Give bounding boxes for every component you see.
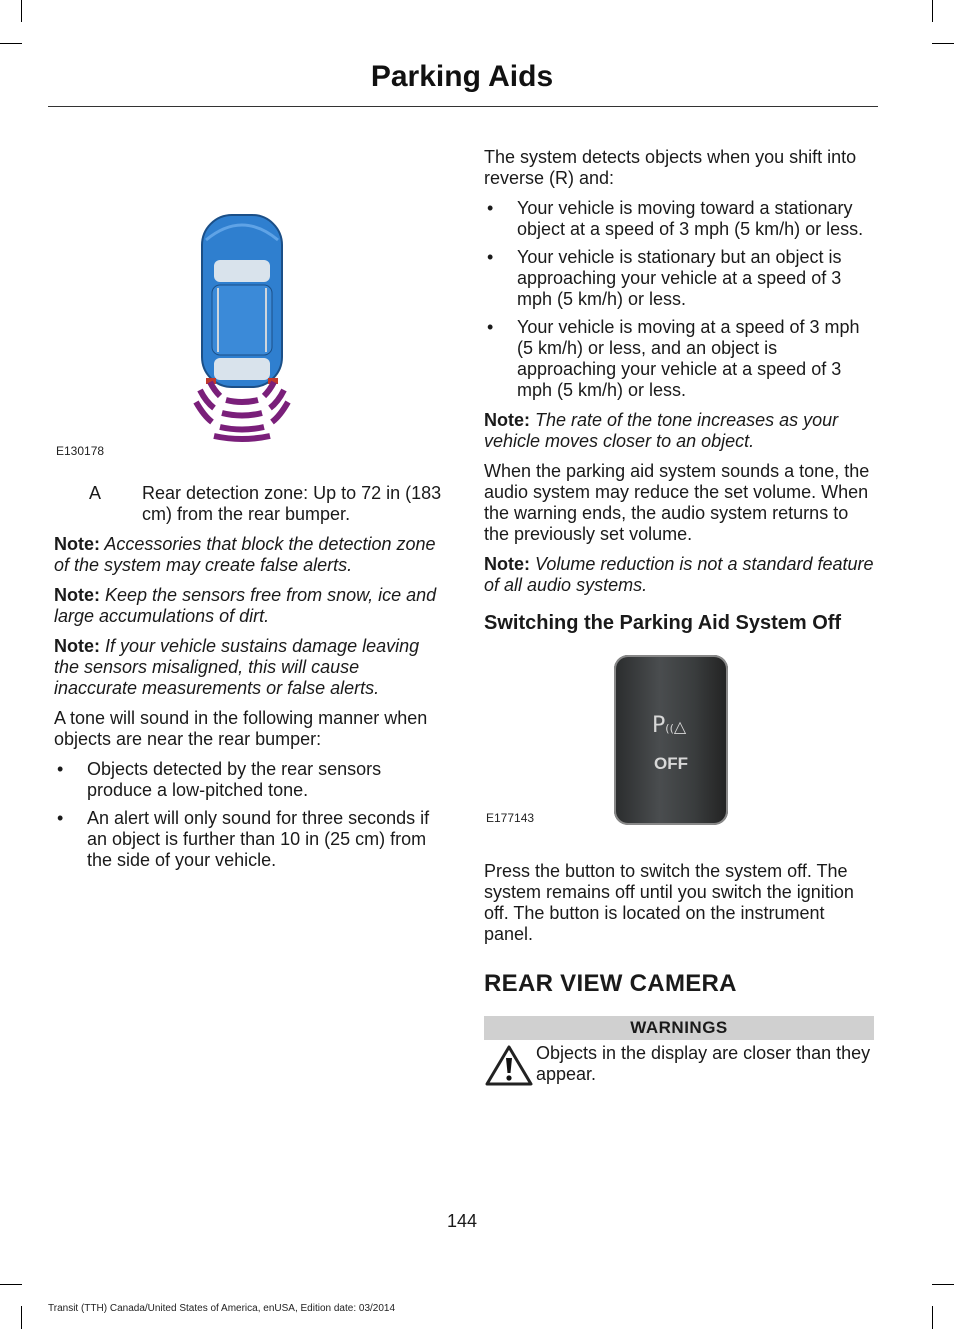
tone-list (54, 759, 446, 871)
detection-conditions-list (484, 198, 874, 401)
warnings-bar: WARNINGS (484, 1016, 874, 1040)
crop-mark (21, 1306, 22, 1329)
list-item: • An alert will only sound for three seconds if an object is further than 10 in (25 cm) from the side of your vehicle. (57, 808, 430, 870)
note-sensors-clean (54, 585, 446, 627)
warning-item (484, 1043, 874, 1092)
warning-triangle-icon (484, 1043, 536, 1092)
note-label: Note: (484, 554, 530, 574)
legend-key: A (89, 483, 102, 503)
note-volume (484, 554, 874, 596)
warning-text: Objects in the display are closer than they appear. (536, 1043, 871, 1084)
crop-mark (0, 1284, 22, 1285)
parking-aid-button (614, 655, 728, 825)
audio-paragraph: When the parking aid system sounds a tone, the audio system may reduce the set volume. When the warning ends, the audio system returns to the previously set volume. (484, 461, 870, 544)
list-item: • Your vehicle is moving toward a stationary object at a speed of 3 mph (5 km/h) or less. (487, 198, 864, 239)
note-text: Accessories that block the detection zone of the system may create false alerts. (54, 534, 436, 575)
list-item-text: Your vehicle is stationary but an object is approaching your vehicle at a speed of 3 mph (5 km/h) or less. (517, 247, 842, 309)
page-title: Parking Aids (370, 60, 554, 93)
crop-mark (932, 1284, 954, 1285)
note-label: Note: (54, 585, 100, 605)
figure-code: E130178 (56, 444, 105, 458)
note-accessories (54, 534, 446, 576)
section-heading: Switching the Parking Aid System Off (484, 612, 842, 634)
list-item: • Objects detected by the rear sensors produce a low-pitched tone. (57, 759, 382, 800)
list-item-text: Your vehicle is moving toward a stationary object at a speed of 3 mph (5 km/h) or less. (517, 198, 864, 239)
footer-edition: Transit (TTH) Canada/United States of America, enUSA, Edition date: 03/2014 (48, 1303, 396, 1314)
note-tone-rate (484, 410, 874, 452)
page-number: 144 (446, 1211, 478, 1231)
note-text: Volume reduction is not a standard feature of all audio systems. (484, 554, 874, 595)
car-top-view-illustration (54, 140, 446, 455)
note-label: Note: (54, 534, 100, 554)
reverse-intro: The system detects objects when you shift into reverse (R) and: (484, 147, 857, 188)
camera-heading: REAR VIEW CAMERA (484, 970, 737, 997)
list-item-text: An alert will only sound for three seconds if an object is further than 10 in (25 cm) from the side of your vehicle. (87, 808, 430, 870)
list-item: • Your vehicle is moving at a speed of 3 mph (5 km/h) or less, and an object is approaching your vehicle at a speed of 3 mph (5 km/h) or less. (487, 317, 860, 400)
note-text: If your vehicle sustains damage leaving the sensors misaligned, this will cause inaccurate measurements or false alerts. (54, 636, 420, 698)
list-item-text: Your vehicle is moving at a speed of 3 mph (5 km/h) or less, and an object is approaching your vehicle at a speed of 3 mph (5 km/h) or less. (517, 317, 860, 400)
note-text: The rate of the tone increases as your vehicle moves closer to an object. (484, 410, 839, 451)
figure-legend (54, 483, 446, 525)
note-label: Note: (484, 410, 530, 430)
parking-sensor-icon: P((△ (652, 713, 687, 738)
left-column (54, 140, 446, 880)
crop-mark (0, 43, 22, 44)
press-paragraph: Press the button to switch the system off. The system remains off until you switch the ignition off. The button is located on the instrument panel. (484, 861, 854, 944)
crop-mark (932, 43, 954, 44)
legend-text: Rear detection zone: Up to 72 in (183 cm) from the rear bumper. (142, 483, 442, 524)
note-label: Note: (54, 636, 100, 656)
figure-code: E177143 (486, 811, 535, 825)
crop-mark (932, 1306, 933, 1329)
list-item: • Your vehicle is stationary but an object is approaching your vehicle at a speed of 3 mph (5 km/h) or less. (487, 247, 842, 309)
rear-zone-figure (54, 140, 446, 458)
note-text: Keep the sensors free from snow, ice and large accumulations of dirt. (54, 585, 437, 626)
crop-mark (932, 0, 933, 22)
note-damage (54, 636, 446, 699)
button-figure (484, 647, 874, 847)
right-column (484, 147, 874, 1092)
button-off-label: OFF (654, 754, 688, 773)
list-item-text: Objects detected by the rear sensors produce a low-pitched tone. (87, 759, 382, 800)
crop-mark (21, 0, 22, 22)
tone-intro: A tone will sound in the following manner when objects are near the rear bumper: (54, 708, 428, 749)
title-rule (48, 106, 878, 107)
